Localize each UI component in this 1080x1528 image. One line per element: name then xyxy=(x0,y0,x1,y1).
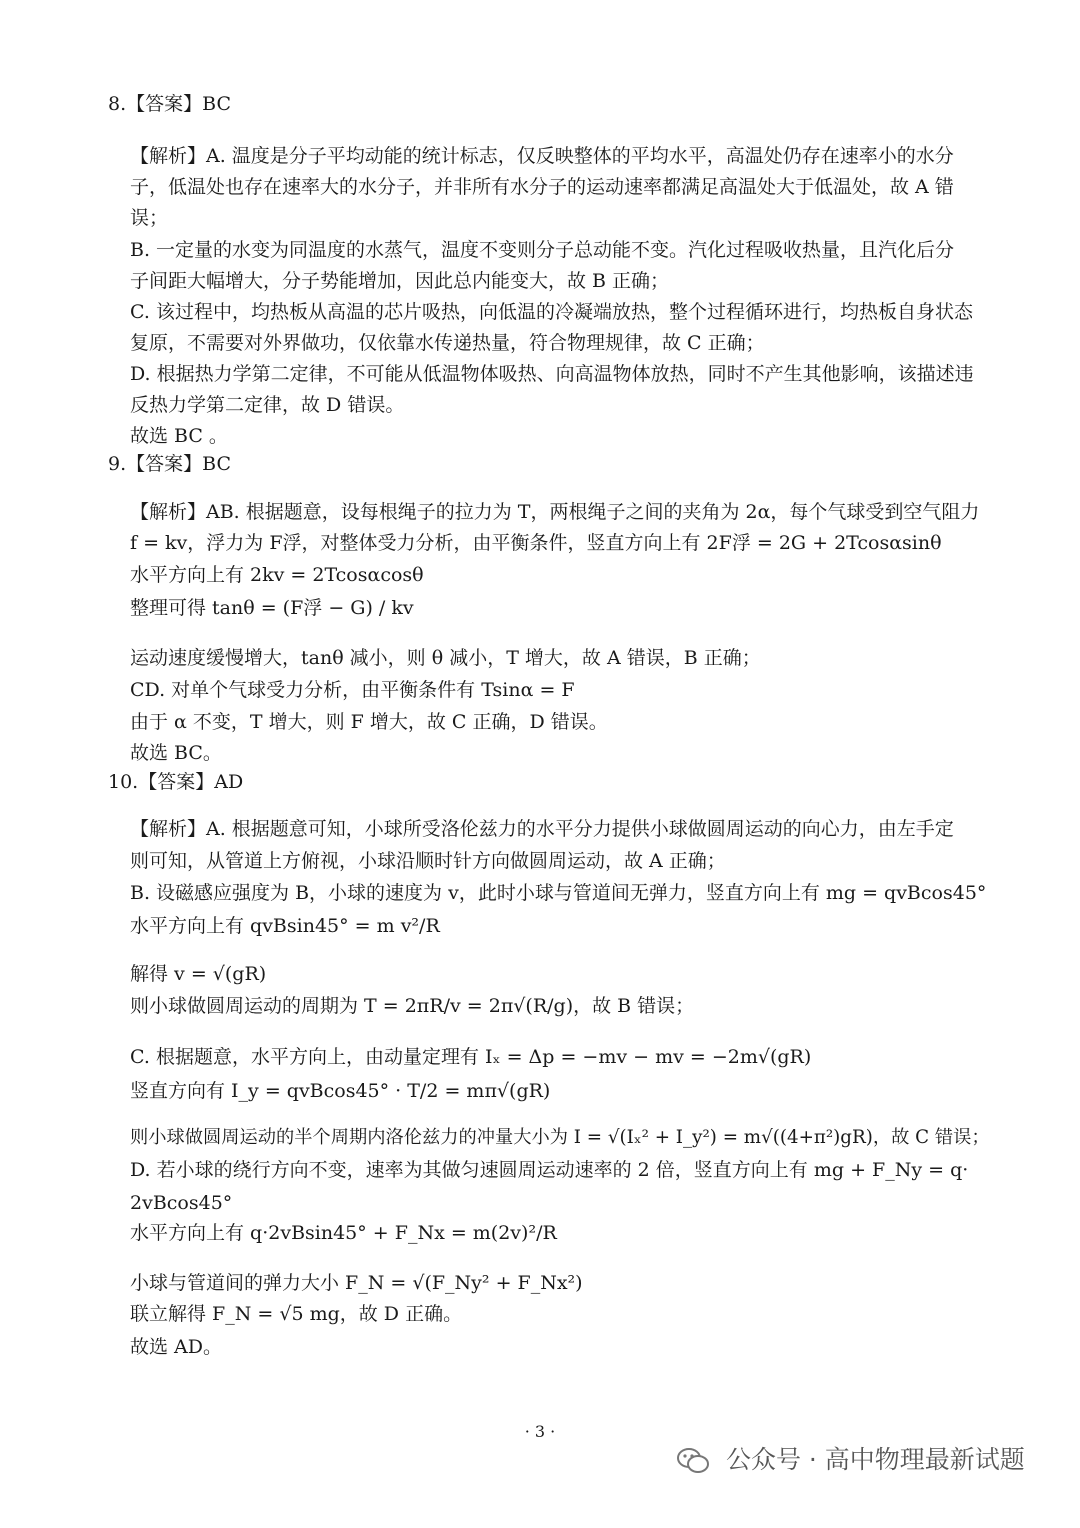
text-line: 误； xyxy=(130,207,169,229)
text-line: D. 若小球的绕行方向不变，速率为其做匀速圆周运动速率的 2 倍，竖直方向上有 mg + F_Ny = q· xyxy=(130,1159,969,1181)
text-line: 【解析】A. 温度是分子平均动能的统计标志，仅反映整体的平均水平，高温处仍存在速率小的水分 xyxy=(130,145,954,167)
text-line: 反热力学第二定律，故 D 错误。 xyxy=(130,394,405,416)
text-line: 故选 AD。 xyxy=(130,1336,222,1358)
page-number: · 3 · xyxy=(524,1422,556,1441)
text-line: 竖直方向有 I_y = qvBcos45° · T/2 = mπ√(gR) xyxy=(130,1080,551,1102)
question-answer-heading: 8.【答案】BC xyxy=(108,93,231,115)
watermark-text: 公众号 · 高中物理最新试题 xyxy=(725,1445,1025,1474)
question-answer-heading: 10.【答案】AD xyxy=(108,771,244,793)
text-line: 子，低温处也存在速率大的水分子，并非所有水分子的运动速率都满足高温处大于低温处，故 A 错 xyxy=(130,176,954,198)
text-line: B. 一定量的水变为同温度的水蒸气，温度不变则分子总动能不变。汽化过程吸收热量，且汽化后分 xyxy=(130,239,955,261)
text-line: CD. 对单个气球受力分析，由平衡条件有 Tsinα = F xyxy=(130,679,575,701)
text-line: 则可知，从管道上方俯视，小球沿顺时针方向做圆周运动，故 A 正确； xyxy=(130,850,726,872)
text-line: 联立解得 F_N = √5 mg，故 D 正确。 xyxy=(130,1303,463,1325)
text-line: 小球与管道间的弹力大小 F_N = √(F_Ny² + F_Nx²) xyxy=(130,1272,583,1294)
text-line: B. 设磁感应强度为 B，小球的速度为 v，此时小球与管道间无弹力，竖直方向上有 mg = qvBcos45° xyxy=(130,882,987,904)
text-line: 解得 v = √(gR) xyxy=(130,963,267,985)
text-line: 运动速度缓慢增大，tanθ 减小，则 θ 减小，T 增大，故 A 错误，B 正确； xyxy=(130,647,761,669)
text-line: D. 根据热力学第二定律，不可能从低温物体吸热、向高温物体放热，同时不产生其他影响，该描述违 xyxy=(130,363,974,385)
question-answer-heading: 9.【答案】BC xyxy=(108,453,231,475)
text-line: 故选 BC。 xyxy=(130,742,222,764)
text-line: 【解析】A. 根据题意可知，小球所受洛伦兹力的水平分力提供小球做圆周运动的向心力，由左手定 xyxy=(130,818,954,840)
text-line: 故选 BC 。 xyxy=(130,425,228,447)
text-line: 则小球做圆周运动的半个周期内洛伦兹力的冲量大小为 I = √(Iₓ² + I_y²) = m√((4+π²)gR)，故 C 错误； xyxy=(130,1127,990,1148)
text-line: C. 根据题意，水平方向上，由动量定理有 Iₓ = Δp = −mv − mv = −2m√(gR) xyxy=(130,1046,812,1068)
text-line: 则小球做圆周运动的周期为 T = 2πR/v = 2π√(R/g)，故 B 错误； xyxy=(130,995,695,1017)
text-line: 【解析】AB. 根据题意，设每根绳子的拉力为 T，两根绳子之间的夹角为 2α，每个气球受到空气阻力 xyxy=(130,501,980,523)
text-line: 水平方向上有 qvBsin45° = m v²/R xyxy=(130,915,440,937)
text-line: C. 该过程中，均热板从高温的芯片吸热，向低温的冷凝端放热，整个过程循环进行，均热板自身状态 xyxy=(130,301,973,323)
text-line: f = kv，浮力为 F浮，对整体受力分析，由平衡条件，竖直方向上有 2F浮 = 2G + 2Tcosαsinθ xyxy=(130,532,942,554)
text-line: 复原，不需要对外界做功，仅依靠水传递热量，符合物理规律，故 C 正确； xyxy=(130,332,765,354)
text-line: 由于 α 不变，T 增大，则 F 增大，故 C 正确，D 错误。 xyxy=(130,711,608,733)
text-line: 2vBcos45° xyxy=(130,1192,233,1214)
text-line: 水平方向上有 q·2vBsin45° + F_Nx = m(2v)²/R xyxy=(130,1222,557,1244)
text-line: 整理可得 tanθ = (F浮 − G) / kv xyxy=(130,597,414,619)
text-line: 子间距大幅增大，分子势能增加，因此总内能变大，故 B 正确； xyxy=(130,270,670,292)
text-line: 水平方向上有 2kv = 2Tcosαcosθ xyxy=(130,564,424,586)
watermark xyxy=(676,1440,1025,1480)
wechat-icon xyxy=(676,1446,710,1476)
